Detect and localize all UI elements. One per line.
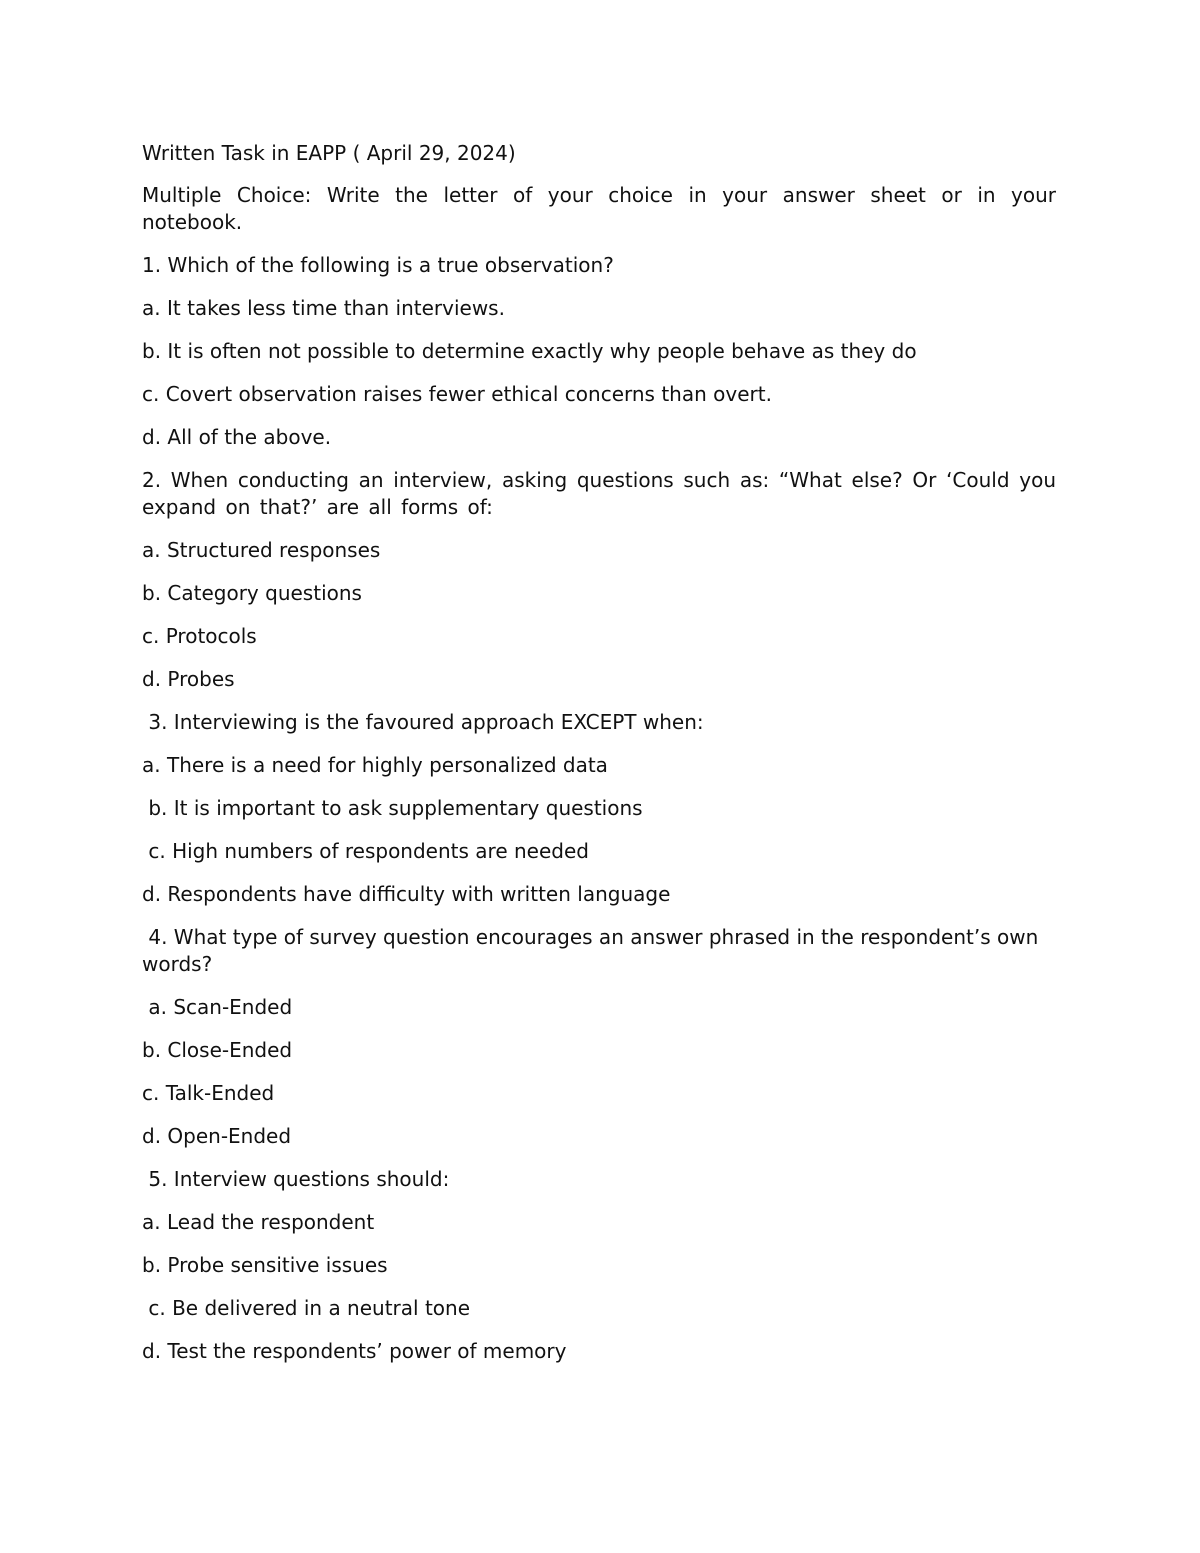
question-2-choice-a: a. Structured responses: [142, 538, 381, 562]
question-1-choice-d: d. All of the above.: [142, 425, 332, 449]
question-5-choice-b: b. Probe sensitive issues: [142, 1253, 388, 1277]
question-1-choice-a: a. It takes less time than interviews.: [142, 296, 505, 320]
question-1-prompt: 1. Which of the following is a true observation?: [142, 253, 614, 277]
question-5-choice-c: c. Be delivered in a neutral tone: [142, 1296, 470, 1320]
question-5-choice-a: a. Lead the respondent: [142, 1210, 375, 1234]
question-5-choice-d: d. Test the respondents’ power of memory: [142, 1339, 567, 1363]
question-4-choice-b: b. Close-Ended: [142, 1038, 293, 1062]
question-2-choice-b: b. Category questions: [142, 581, 362, 605]
question-2-choice-c: c. Protocols: [142, 624, 257, 648]
question-1-choice-c: c. Covert observation raises fewer ethical concerns than overt.: [142, 382, 772, 406]
question-4-choice-c: c. Talk-Ended: [142, 1081, 275, 1105]
document-title: Written Task in EAPP ( April 29, 2024): [142, 141, 516, 165]
question-3-choice-c: c. High numbers of respondents are needed: [142, 839, 589, 863]
document-page: [142, 140, 1066, 1381]
instructions-text: Multiple Choice: Write the letter of your choice in your answer sheet or in your notebook.: [142, 183, 1066, 234]
question-3-prompt: 3. Interviewing is the favoured approach EXCEPT when:: [142, 710, 704, 734]
question-4-prompt: 4. What type of survey question encourages an answer phrased in the respondent’s own words?: [142, 925, 1045, 976]
question-1-choice-b: b. It is often not possible to determine exactly why people behave as they do: [142, 339, 917, 363]
question-2-choice-d: d. Probes: [142, 667, 235, 691]
question-4-choice-d: d. Open-Ended: [142, 1124, 292, 1148]
question-5-prompt: 5. Interview questions should:: [142, 1167, 450, 1191]
question-3-choice-b: b. It is important to ask supplementary questions: [142, 796, 643, 820]
question-3-choice-a: a. There is a need for highly personalized data: [142, 753, 608, 777]
question-4-choice-a: a. Scan-Ended: [142, 995, 293, 1019]
question-2-prompt: 2. When conducting an interview, asking questions such as: “What else? Or ‘Could you expand on that?’ are all forms of:: [142, 468, 1066, 519]
question-3-choice-d: d. Respondents have difficulty with written language: [142, 882, 671, 906]
